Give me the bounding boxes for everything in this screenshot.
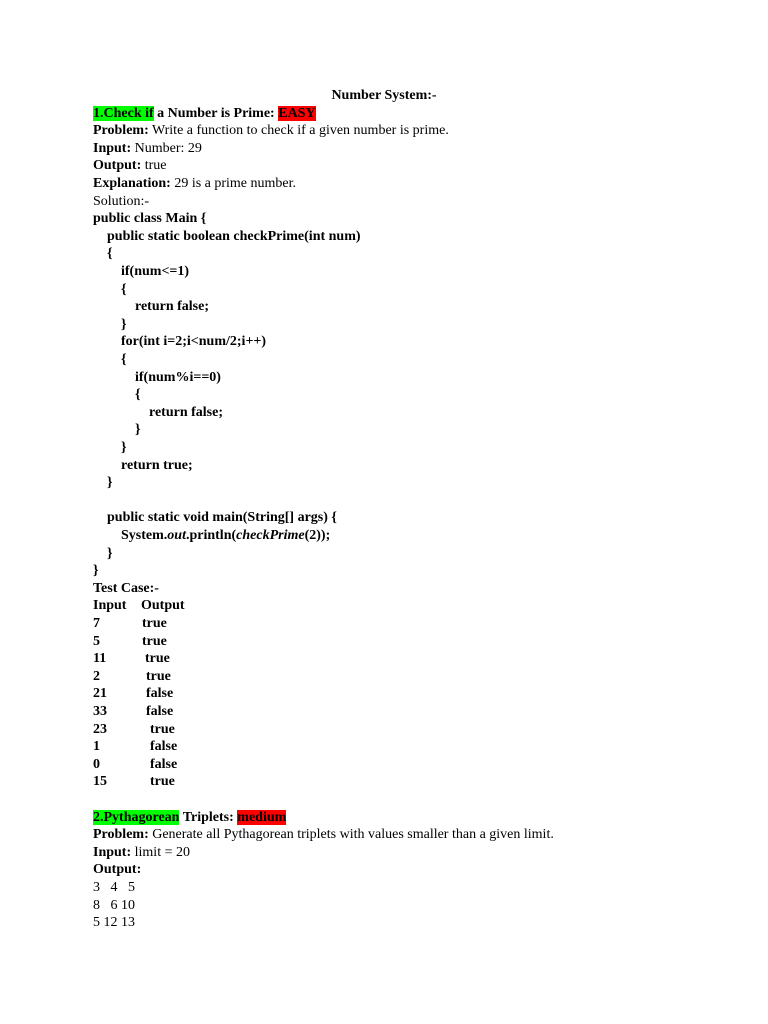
code-line: public static void main(String[] args) { [93, 510, 337, 526]
code-line: if(num<=1) [93, 264, 190, 279]
tc-input: 2 [93, 668, 100, 684]
output-line: 5 12 13 [93, 915, 135, 931]
tc-output: false [146, 704, 174, 719]
code-line: if(num%i==0) [93, 369, 221, 385]
section1-input [93, 140, 202, 158]
output-line: 3 4 5 [93, 880, 135, 895]
code-line: } [93, 440, 127, 455]
output-label: Output: [93, 158, 142, 174]
code-line: } [93, 316, 127, 332]
code-line: for(int i=2;i<num/2;i++) [93, 334, 267, 350]
tc-header-output: Output [141, 598, 185, 614]
section2-heading-text: Triplets: [179, 809, 238, 825]
section1-heading [93, 105, 316, 123]
section2-difficulty-badge: medium [237, 809, 287, 825]
section2-problem [93, 826, 554, 844]
code-fragment: out [167, 528, 186, 543]
tc-output: true [150, 774, 175, 790]
code-fragment: (2)); [304, 528, 331, 543]
code-line: { [93, 246, 113, 262]
section1-heading-highlight: 1.Check if [93, 105, 154, 121]
tc-output: false [146, 686, 174, 702]
code-line: } [93, 545, 113, 561]
tc-output: true [145, 651, 170, 667]
tc-output: true [142, 633, 167, 649]
input-label: Input: [93, 140, 132, 156]
section1-output [93, 157, 167, 175]
code-line: } [93, 475, 113, 491]
tc-output: true [142, 616, 167, 631]
problem-label: Problem: [93, 827, 149, 843]
testcase-row [93, 633, 167, 651]
code-line: } [93, 563, 99, 579]
problem-label: Problem: [93, 123, 149, 139]
code-line: return false; [93, 299, 209, 315]
code-fragment: checkPrime [236, 528, 305, 543]
input-text: Number: 29 [131, 140, 202, 156]
code-line: { [93, 387, 141, 403]
code-line: return true; [93, 457, 193, 473]
code-line: public static boolean checkPrime(int num) [93, 228, 361, 244]
tc-output: false [150, 739, 178, 755]
testcase-row [93, 685, 173, 703]
input-label: Input: [93, 844, 132, 860]
testcase-row [93, 615, 167, 633]
output-text: true [141, 158, 167, 174]
tc-input: 15 [93, 774, 107, 790]
tc-input: 1 [93, 739, 100, 755]
testcase-row [93, 703, 173, 721]
testcase-row [93, 773, 175, 791]
section2-input [93, 844, 190, 862]
testcase-row [93, 721, 175, 739]
testcase-row [93, 738, 177, 756]
section1-problem [93, 122, 449, 140]
explanation-text: 29 is a prime number. [170, 176, 297, 191]
code-line: } [93, 422, 141, 438]
testcase-header [93, 597, 185, 615]
input-text: limit = 20 [131, 844, 190, 860]
section2-output-label: Output: [93, 862, 142, 878]
tc-input: 23 [93, 721, 107, 737]
code-line: return false; [93, 404, 223, 420]
code-line-println [93, 527, 330, 545]
section1-explanation [93, 175, 296, 193]
code-fragment: System. [93, 528, 168, 543]
solution-label: Solution:- [93, 193, 150, 209]
tc-header-input: Input [93, 598, 127, 614]
code-fragment: .println( [185, 528, 237, 543]
problem-text: Write a function to check if a given number is prime. [148, 123, 449, 139]
testcase-row [93, 668, 171, 686]
section1-heading-text: a Number is Prime: [153, 105, 279, 121]
tc-output: true [146, 668, 171, 684]
code-line: public class Main { [93, 211, 207, 227]
tc-input: 5 [93, 633, 100, 649]
tc-input: 33 [93, 704, 107, 719]
tc-input: 21 [93, 686, 107, 702]
tc-output: false [150, 756, 178, 772]
tc-input: 7 [93, 616, 100, 631]
section1-difficulty-badge: EASY [278, 105, 316, 121]
code-line: { [93, 352, 127, 367]
page-title: Number System:- [331, 88, 437, 103]
section2-heading-highlight: 2.Pythagorean [93, 809, 180, 825]
code-line: { [93, 281, 127, 297]
problem-text: Generate all Pythagorean triplets with values smaller than a given limit. [148, 827, 554, 843]
testcase-row [93, 756, 177, 774]
tc-output: true [150, 721, 175, 737]
tc-input: 0 [93, 756, 100, 772]
testcase-label: Test Case:- [93, 580, 159, 596]
tc-input: 11 [93, 651, 107, 667]
testcase-row [93, 650, 170, 668]
explanation-label: Explanation: [93, 176, 171, 191]
output-line: 8 6 10 [93, 897, 135, 913]
section2-heading [93, 809, 286, 827]
